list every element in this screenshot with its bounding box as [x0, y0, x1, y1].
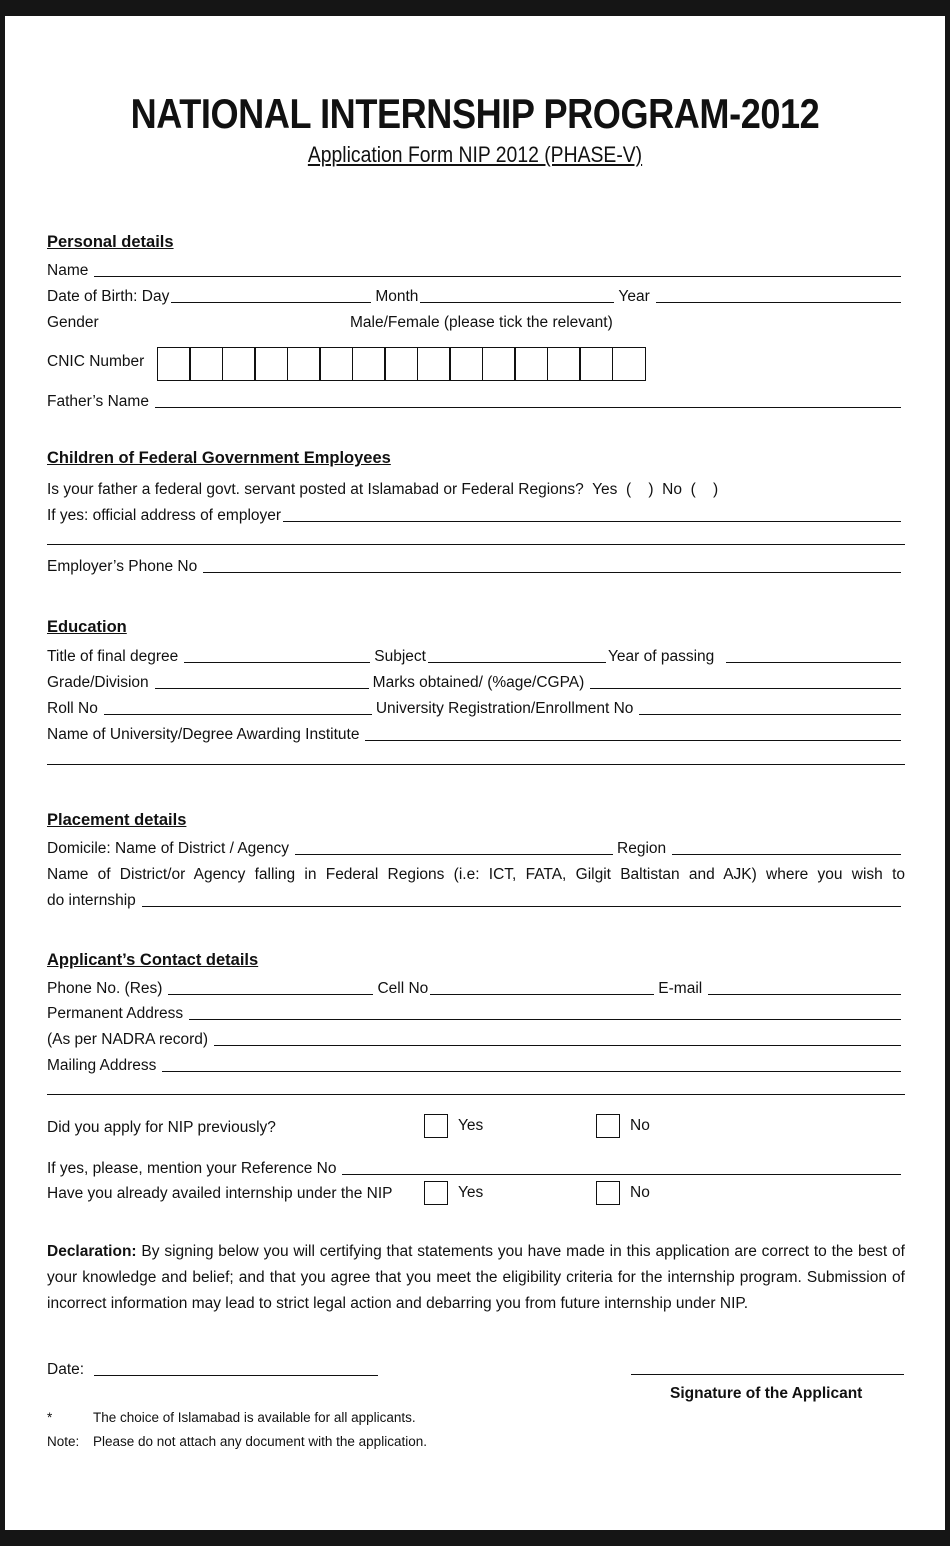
- grade-field[interactable]: [155, 684, 369, 689]
- permanent-address-field[interactable]: [189, 1015, 901, 1020]
- phone-label: Phone No. (Res): [47, 980, 163, 997]
- reference-row: [47, 1155, 905, 1179]
- grade-label: Grade/Division: [47, 674, 149, 691]
- cnic-digit-box[interactable]: [189, 347, 223, 381]
- grade-row: [47, 669, 905, 693]
- cnic-digit-box[interactable]: [514, 347, 548, 381]
- employer-address-label: If yes: official address of employer: [47, 507, 282, 524]
- applied-no-label: No: [630, 1117, 650, 1134]
- applied-previously-label: Did you apply for NIP previously?: [47, 1119, 276, 1136]
- applied-no-option[interactable]: [596, 1114, 650, 1138]
- cnic-digit-box[interactable]: [449, 347, 483, 381]
- cell-label: Cell No: [377, 980, 429, 997]
- footnote-note-text: Please do not attach any document with the application.: [93, 1434, 427, 1449]
- employer-address-row: [47, 502, 905, 526]
- cnic-digit-box[interactable]: [417, 347, 451, 381]
- frame-right-border: [945, 0, 950, 1546]
- section-heading-placement: Placement details: [47, 811, 187, 829]
- federal-question-row: [47, 476, 905, 500]
- signature-label: Signature of the Applicant: [670, 1385, 863, 1402]
- university-line-2[interactable]: [47, 764, 905, 765]
- availed-yes-label: Yes: [458, 1184, 484, 1201]
- declaration-paragraph: [47, 1239, 905, 1317]
- district-text-row: [47, 861, 905, 885]
- region-field[interactable]: [672, 850, 901, 855]
- mailing-address-label: Mailing Address: [47, 1057, 157, 1074]
- region-label: Region: [617, 840, 667, 857]
- do-internship-row: [47, 887, 905, 911]
- gender-options[interactable]: Male/Female (please tick the relevant): [350, 314, 613, 331]
- cnic-row: [47, 345, 905, 375]
- phone-row: [47, 975, 905, 999]
- reference-field[interactable]: [342, 1170, 901, 1175]
- cnic-digit-box[interactable]: [254, 347, 288, 381]
- mailing-address-line-2[interactable]: [47, 1094, 905, 1095]
- district-text: Name of District/or Agency falling in Federal Regions (i.e: ICT, FATA, Gilgit Baltistan and AJK) where you wish to: [47, 866, 905, 883]
- university-field[interactable]: [365, 736, 901, 741]
- cell-field[interactable]: [430, 990, 654, 995]
- do-internship-label: do internship: [47, 892, 136, 909]
- footnote-star-mark: *: [47, 1410, 53, 1425]
- page-subtitle: Application Form NIP 2012 (PHASE-V): [307, 142, 643, 167]
- mailing-address-field[interactable]: [162, 1067, 901, 1072]
- availed-no-checkbox[interactable]: [596, 1181, 620, 1205]
- employer-address-line-2[interactable]: [47, 544, 905, 545]
- dob-month-label: Month: [375, 288, 419, 305]
- availed-no-label: No: [630, 1184, 650, 1201]
- registration-label: University Registration/Enrollment No: [375, 700, 634, 717]
- phone-field[interactable]: [168, 990, 373, 995]
- gender-label: Gender: [47, 314, 99, 331]
- degree-row: [47, 643, 905, 667]
- cnic-digit-box[interactable]: [482, 347, 516, 381]
- registration-field[interactable]: [639, 710, 901, 715]
- frame-bottom-border: [0, 1530, 950, 1546]
- applied-yes-option[interactable]: [424, 1114, 483, 1138]
- roll-field[interactable]: [104, 710, 372, 715]
- date-row: [47, 1356, 382, 1380]
- footnote-note-mark: Note:: [47, 1434, 80, 1449]
- permanent-address-label: Permanent Address: [47, 1005, 184, 1022]
- email-field[interactable]: [708, 990, 901, 995]
- email-label: E-mail: [658, 980, 703, 997]
- marks-label: Marks obtained/ (%age/CGPA): [372, 674, 585, 691]
- nadra-address-field[interactable]: [214, 1041, 901, 1046]
- availed-no-option[interactable]: [596, 1181, 650, 1205]
- section-heading-federal: Children of Federal Government Employees: [47, 449, 391, 467]
- frame-left-border: [0, 0, 5, 1546]
- father-name-field[interactable]: [155, 403, 901, 408]
- cnic-input-boxes[interactable]: [158, 347, 646, 381]
- university-label: Name of University/Degree Awarding Institute: [47, 726, 360, 743]
- domicile-label: Domicile: Name of District / Agency: [47, 840, 290, 857]
- cnic-digit-box[interactable]: [384, 347, 418, 381]
- dob-year-field[interactable]: [656, 298, 901, 303]
- cnic-digit-box[interactable]: [222, 347, 256, 381]
- date-label: Date:: [47, 1361, 85, 1378]
- federal-question[interactable]: Is your father a federal govt. servant posted at Islamabad or Federal Regions? Yes ( ) No ( ): [47, 481, 719, 498]
- marks-field[interactable]: [590, 684, 901, 689]
- roll-label: Roll No: [47, 700, 98, 717]
- employer-address-field[interactable]: [283, 517, 901, 522]
- subject-field[interactable]: [428, 658, 606, 663]
- declaration-label: Declaration:: [47, 1243, 137, 1260]
- dob-month-field[interactable]: [420, 298, 614, 303]
- employer-phone-row: [47, 553, 905, 577]
- frame-top-border: [0, 0, 950, 16]
- footnote-note: [47, 1434, 427, 1449]
- degree-label: Title of final degree: [47, 648, 179, 665]
- availed-yes-option[interactable]: [424, 1181, 483, 1205]
- name-field[interactable]: [94, 272, 901, 277]
- cnic-digit-box[interactable]: [287, 347, 321, 381]
- father-row: [47, 388, 905, 412]
- footnote-star: [47, 1410, 416, 1425]
- dob-row: [47, 283, 905, 307]
- roll-row: [47, 695, 905, 719]
- father-name-label: Father’s Name: [47, 393, 149, 410]
- page-title: NATIONAL INTERNSHIP PROGRAM-2012: [130, 90, 820, 137]
- dob-day-field[interactable]: [171, 298, 371, 303]
- year-passing-label: Year of passing: [607, 648, 715, 665]
- availed-label: Have you already availed internship under the NIP: [47, 1185, 393, 1202]
- nadra-label: (As per NADRA record): [47, 1031, 209, 1048]
- domicile-row: [47, 835, 905, 859]
- cnic-digit-box[interactable]: [352, 347, 386, 381]
- footnote-star-text: The choice of Islamabad is available for all applicants.: [93, 1410, 416, 1425]
- cnic-digit-box[interactable]: [547, 347, 581, 381]
- cnic-digit-box[interactable]: [612, 347, 646, 381]
- permanent-address-row: [47, 1000, 905, 1024]
- gender-row: [47, 309, 905, 333]
- subject-label: Subject: [374, 648, 426, 665]
- applied-no-checkbox[interactable]: [596, 1114, 620, 1138]
- dob-day-label: Date of Birth: Day: [47, 288, 170, 305]
- section-heading-contact: Applicant’s Contact details: [47, 951, 259, 969]
- nadra-row: [47, 1026, 905, 1050]
- year-passing-field[interactable]: [726, 658, 901, 663]
- employer-phone-label: Employer’s Phone No: [47, 558, 198, 575]
- university-row: [47, 721, 905, 745]
- signature-line[interactable]: [631, 1374, 904, 1375]
- cnic-label: CNIC Number: [47, 353, 145, 370]
- cnic-digit-box[interactable]: [319, 347, 353, 381]
- applied-yes-checkbox[interactable]: [424, 1114, 448, 1138]
- cnic-digit-box[interactable]: [157, 347, 191, 381]
- mailing-address-row: [47, 1052, 905, 1076]
- reference-label: If yes, please, mention your Reference No: [47, 1160, 337, 1177]
- section-heading-education: Education: [47, 618, 127, 636]
- dob-year-label: Year: [618, 288, 650, 305]
- do-internship-field[interactable]: [142, 902, 901, 907]
- name-label: Name: [47, 262, 89, 279]
- availed-yes-checkbox[interactable]: [424, 1181, 448, 1205]
- declaration-text: By signing below you will certifying that statements you have made in this application are correct to the best of your knowledge and belief; and that you agree that you meet the eligibility criteria for the internship program. Submission of incorrect information may lead to strict legal action and debarring you from future internship under NIP.: [47, 1243, 905, 1312]
- section-heading-personal: Personal details: [47, 233, 174, 251]
- domicile-field[interactable]: [295, 850, 613, 855]
- name-row: [47, 257, 905, 281]
- applied-yes-label: Yes: [458, 1117, 484, 1134]
- cnic-digit-box[interactable]: [579, 347, 613, 381]
- degree-field[interactable]: [184, 658, 370, 663]
- date-field[interactable]: [94, 1371, 378, 1376]
- employer-phone-field[interactable]: [203, 568, 901, 573]
